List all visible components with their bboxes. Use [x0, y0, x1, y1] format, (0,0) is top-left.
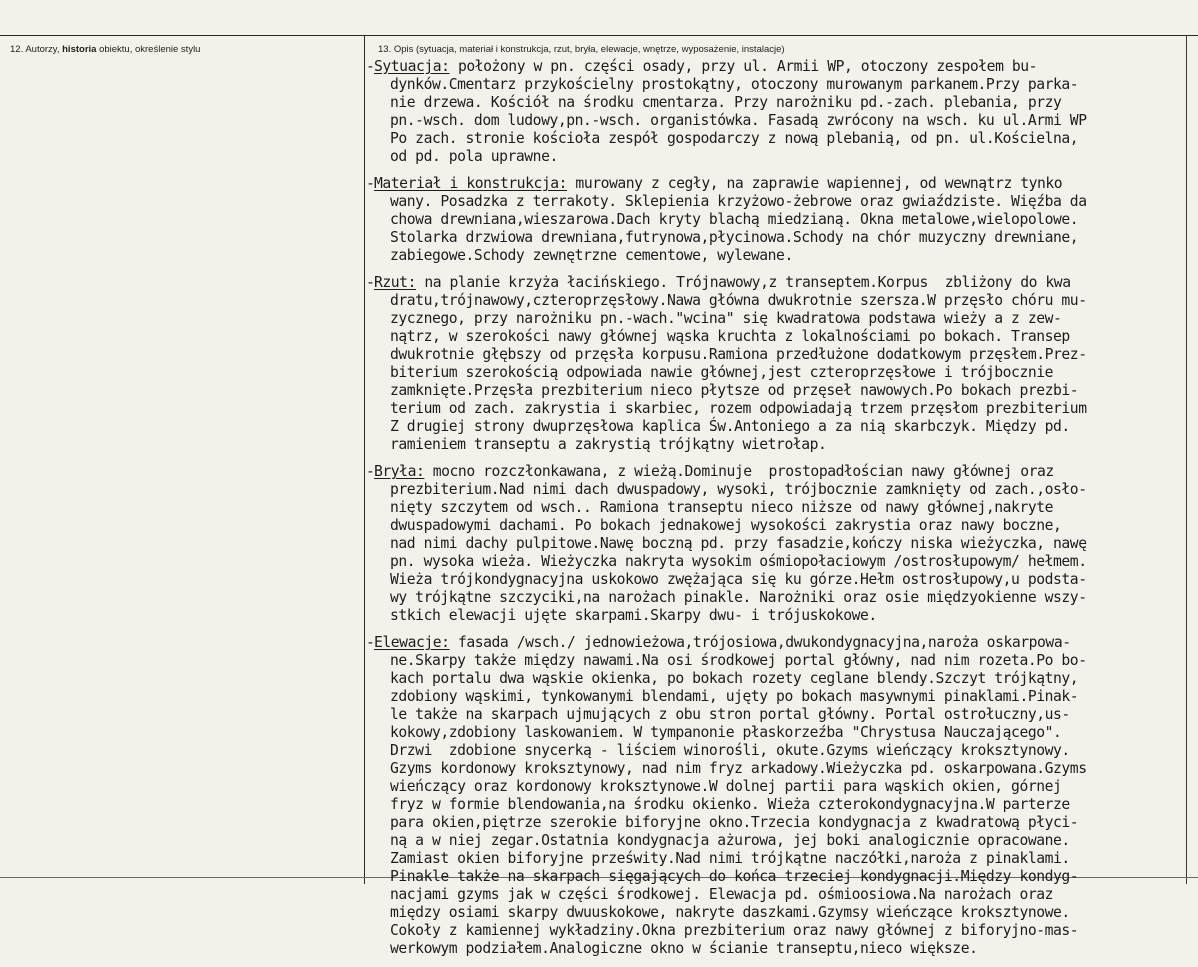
- section-first-line: [366, 274, 1198, 292]
- section-text-line: Drzwi zdobione snycerką - liściem winorośli, okute.Gzyms wieńczący kroksztynowy.: [390, 742, 1070, 759]
- section-text-line: dratu,trójnawowy,czteroprzęsłowy.Nawa główna dwukrotnie szersza.W przęsło chóru mu-: [390, 292, 1087, 309]
- description-section: [366, 58, 1198, 166]
- section-text-line: od pd. pola uprawne.: [390, 148, 558, 165]
- section-text-line: dwukrotnie głębszy od przęsła korpusu.Ramiona przedłużone dodatkowym przęsłem.Prez-: [390, 346, 1087, 363]
- section-label: Materiał i konstrukcja:: [374, 175, 568, 192]
- section-text-line: dynków.Cmentarz przykościelny prostokątny, otoczony murowanym parkanem.Przy parka-: [390, 76, 1079, 93]
- section-text-line: Po zach. stronie kościoła zespół gospodarczy z nową plebanią, od pn. ul.Kościelna,: [390, 130, 1079, 147]
- section-text-line: chowa drewniana,wieszarowa.Dach kryty blachą miedzianą. Okna metalowe,wielopolowe.: [390, 211, 1079, 228]
- field-12-header: [10, 44, 200, 55]
- section-text-line: stkich elewacji ujęte skarpami.Skarpy dwu- i trójuskokowe.: [390, 607, 877, 624]
- field-12-text-pre: Autorzy,: [25, 44, 63, 55]
- section-text-line: Pinakle także na skarpach sięgających do końca trzeciej kondygnacji.Między kondyg-: [390, 868, 1079, 885]
- field-12-number: 12.: [10, 44, 24, 55]
- section-text-line: Z drugiej strony dwuprzęsłowa kaplica Św.Antoniego a za nią skarbczyk. Między pd.: [390, 418, 1070, 435]
- section-text-line: nięty szczytem od wsch.. Ramiona transeptu nieco niższe od nawy głównej,nakryte: [390, 499, 1054, 516]
- section-text-line: ramieniem transeptu a zakrystią trójkątny wietrołap.: [390, 436, 827, 453]
- field-12-text-post: obiektu, określenie stylu: [96, 44, 201, 55]
- section-text: murowany z cegły, na zaprawie wapiennej, od wewnątrz tynko: [567, 175, 1063, 192]
- section-text-line: nacjami gzyms jak w części środkowej. Elewacja pd. ośmioosiowa.Na narożach oraz: [390, 886, 1054, 903]
- section-text-line: terium od zach. zakrystia i skarbiec, rozem odpowiadają trzem przęsłom prezbiterium: [390, 400, 1087, 417]
- description-section: [366, 274, 1198, 454]
- dash-bullet: -: [366, 634, 375, 651]
- section-text-line: kokowy,zdobiony laskowaniem. W tympanonie płaskorzeźba "Chrystusa Nauczającego".: [390, 724, 1062, 741]
- section-first-line: [366, 634, 1198, 652]
- section-text-line: zycznego, przy narożniku pn.-wach."wcina" się kwadratowa podstawa wieży a z zew-: [390, 310, 1062, 327]
- section-label: Rzut:: [374, 274, 416, 291]
- section-text-line: prezbiterium.Nad nimi dach dwuspadowy, wysoki, trójbocznie zamknięty od zach.,osło-: [390, 481, 1087, 498]
- dash-bullet: -: [366, 58, 375, 75]
- section-text-line: nad nimi dachy pulpitowe.Nawę boczną pd. przy fasadzie,kończy niska wieżyczka, nawę: [390, 535, 1087, 552]
- field-13-header: 13. Opis (sytuacja, materiał i konstrukcja, rzut, bryła, elewacje, wnętrze, wyposażenie, instalacje): [378, 44, 785, 55]
- description-section: [366, 463, 1198, 625]
- section-text-line: Gzyms kordonowy kroksztynowy, nad nim fryz arkadowy.Wieżyczka pd. oskarpowana.Gzyms: [390, 760, 1087, 777]
- section-label: Bryła:: [374, 463, 425, 480]
- section-text-line: Zamiast okien biforyjne prześwity.Nad nimi trójkątne naczółki,naroża z pinaklami.: [390, 850, 1070, 867]
- section-text-line: między osiami skarpy dwuuskokowe, nakryte daszkami.Gzymsy wieńczące kroksztynowe.: [390, 904, 1070, 921]
- section-text-line: wy trójkątne szczyciki,na narożach pinakle. Narożniki oraz osie międzyokienne wszy-: [390, 589, 1087, 606]
- section-text-line: dwuspadowymi dachami. Po bokach jednakowej wysokości zakrystia oraz nawy boczne,: [390, 517, 1062, 534]
- section-text-line: nie drzewa. Kościół na środku cmentarza. Przy narożniku pd.-zach. plebania, przy: [390, 94, 1062, 111]
- section-text-line: wany. Posadzka z terrakoty. Sklepienia krzyżowo-żebrowe oraz gwiaździste. Więźba da: [390, 193, 1087, 210]
- section-label: Sytuacja:: [374, 58, 450, 75]
- section-text-line: kach portalu dwa wąskie okienka, po bokach rozety ceglane blendy.Szczyt trójkątny,: [390, 670, 1079, 687]
- section-text: na planie krzyża łacińskiego. Trójnawowy,z transeptem.Korpus zbliżony do kwa: [415, 274, 1071, 291]
- section-text-line: ne.Skarpy także między nawami.Na osi środkowej portal główny, nad nim rozeta.Po bo-: [390, 652, 1087, 669]
- section-label: Elewacje:: [374, 634, 450, 651]
- section-text-line: wieńczący oraz kordonowy kroksztynowe.W dolnej partii para wąskich okien, górnej: [390, 778, 1062, 795]
- dash-bullet: -: [366, 175, 375, 192]
- section-text-line: zabiegowe.Schody zewnętrzne cementowe, wylewane.: [390, 247, 793, 264]
- section-text: położony w pn. części osady, przy ul. Armii WP, otoczony zespołem bu-: [449, 58, 1038, 75]
- dash-bullet: -: [366, 463, 375, 480]
- section-text-line: para okien,piętrze szerokie biforyjne okno.Trzecia kondygnacja z kwadratową płyci-: [390, 814, 1079, 831]
- section-text-line: le także na skarpach ujmujących z obu stron portal główny. Portal ostrołuczny,us-: [390, 706, 1070, 723]
- section-text-line: zamknięte.Przęsła prezbiterium nieco płytsze od przęseł nawowych.Po bokach prezbi-: [390, 382, 1079, 399]
- section-text-line: Stolarka drzwiowa drewniana,futrynowa,płycinowa.Schody na chór muzyczny drewniane,: [390, 229, 1079, 246]
- section-text-line: Wieża trójkondygnacyjna uskokowo zwężająca się ku górze.Hełm ostrosłupowy,u podsta-: [390, 571, 1087, 588]
- section-text-line: biterium szerokością odpowiada nawie głównej,jest czteroprzęsłowe i trójbocznie: [390, 364, 1054, 381]
- section-first-line: [366, 58, 1198, 76]
- section-text: mocno rozczłonkawana, z wieżą.Dominuje prostopadłościan nawy głównej oraz: [424, 463, 1054, 480]
- description-body: [366, 58, 1198, 967]
- section-text-line: fryz w formie blendowania,na środku okienko. Wieża czterokondygnacyjna.W parterze: [390, 796, 1070, 813]
- field-12-text-bold: historia: [62, 44, 97, 55]
- section-text-line: werkowym podziałem.Analogiczne okno w ścianie transeptu,nieco większe.: [390, 940, 978, 957]
- section-first-line: [366, 463, 1198, 481]
- section-text-line: pn.-wsch. dom ludowy,pn.-wsch. organistówka. Fasadą zwrócony na wsch. ku ul.Armi WP: [390, 112, 1087, 129]
- section-text-line: zdobiony wąskimi, tynkowanymi blendami, ujęty po bokach masywnymi pinaklami.Pinak-: [390, 688, 1079, 705]
- dash-bullet: -: [366, 274, 375, 291]
- section-text-line: nątrz, w szerokości nawy głównej wąska kruchta z lokalnościami po bokach. Transep: [390, 328, 1070, 345]
- section-text: fasada /wsch./ jednowieżowa,trójosiowa,dwukondygnacyjna,naroża oskarpowa-: [449, 634, 1071, 651]
- description-section: [366, 175, 1198, 265]
- section-text-line: ną a w niej zegar.Ostatnia kondygnacja ażurowa, jej boki analogicznie opracowane.: [390, 832, 1070, 849]
- form-column-divider: [364, 35, 365, 884]
- section-text-line: Cokoły z kamiennej wykładziny.Okna prezbiterium oraz nawy głównej z biforyjno-mas-: [390, 922, 1079, 939]
- form-top-rule: [0, 35, 1198, 36]
- section-first-line: [366, 175, 1198, 193]
- description-section: [366, 634, 1198, 958]
- section-text-line: pn. wysoka wieża. Wieżyczka nakryta wysokim ośmiopołaciowym /ostrosłupowym/ hełmem.: [390, 553, 1087, 570]
